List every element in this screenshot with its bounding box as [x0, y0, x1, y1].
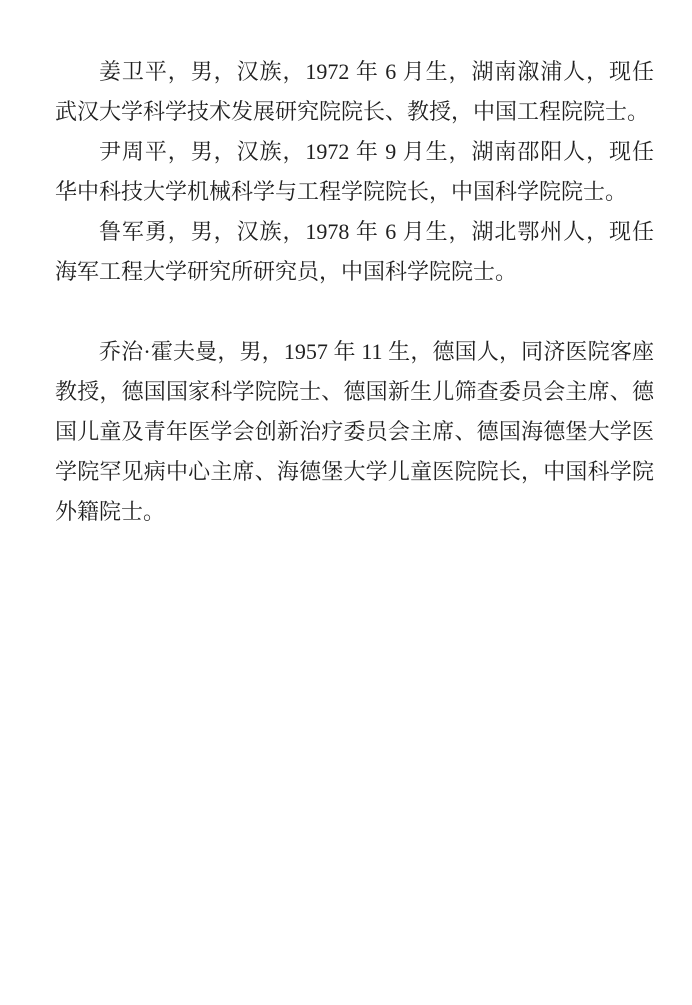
blank-line	[55, 292, 654, 332]
paragraph-yin-zhouping: 尹周平，男，汉族，1972 年 9 月生，湖南邵阳人，现任华中科技大学机械科学与工程学院院长，中国科学院院士。	[55, 139, 654, 204]
paragraph-jiang-weiping: 姜卫平，男，汉族，1972 年 6 月生，湖南溆浦人，现任武汉大学科学技术发展研究院院长、教授，中国工程院院士。	[55, 59, 654, 124]
paragraph-georg-hoffmann: 乔治·霍夫曼，男，1957 年 11 生，德国人，同济医院客座教授，德国国家科学院院士、德国新生儿筛查委员会主席、德国儿童及青年医学会创新治疗委员会主席、德国海德堡大学医学院罕见病中心主席、海德堡大学儿童医院院长，中国科学院外籍院士。	[55, 339, 654, 524]
paragraph-lu-junyong: 鲁军勇，男，汉族，1978 年 6 月生，湖北鄂州人，现任海军工程大学研究所研究员，中国科学院院士。	[55, 219, 654, 284]
